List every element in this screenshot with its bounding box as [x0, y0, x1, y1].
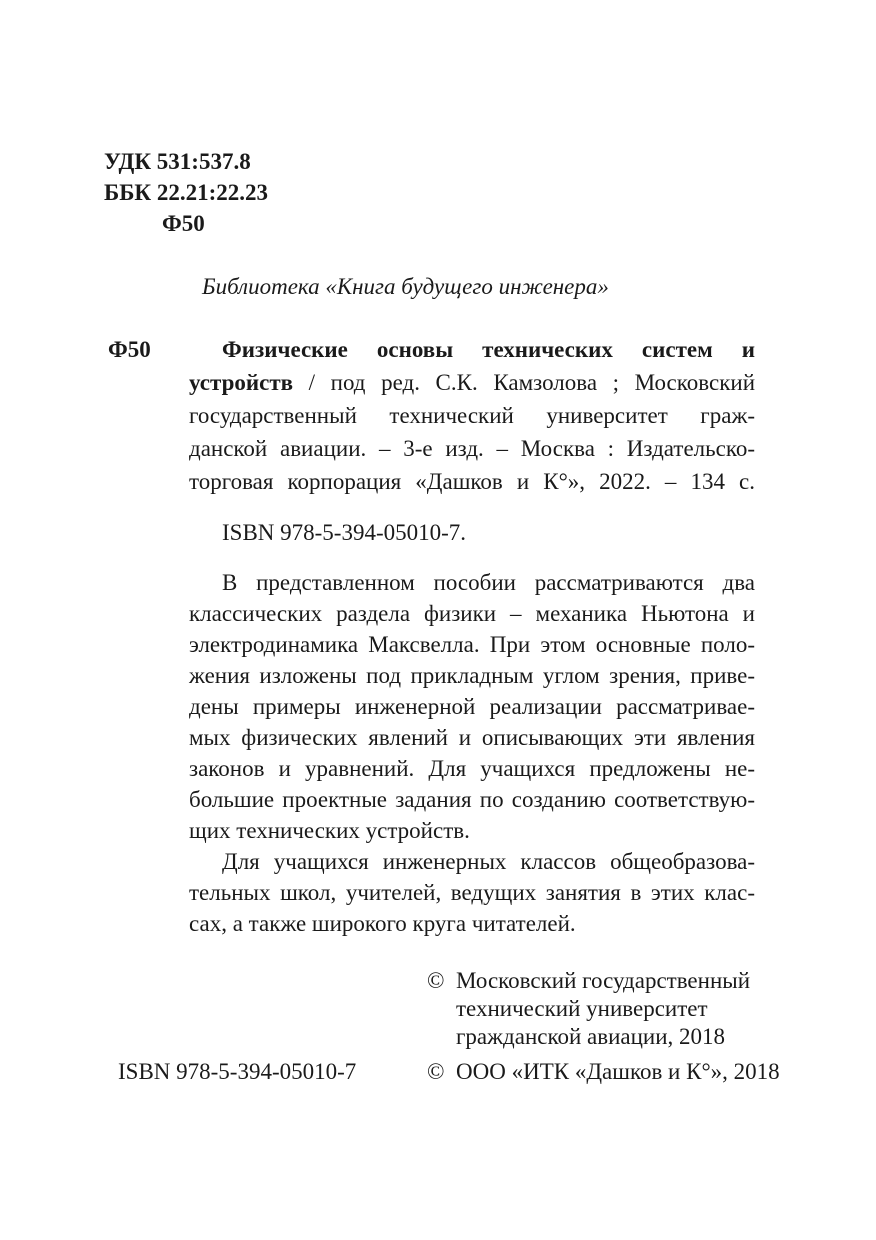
annotation-p1-line: классических раздела физики – механика Ньютона и: [189, 601, 755, 626]
copyright-symbol: ©: [427, 1059, 445, 1084]
annotation-p1-line: щих технических устройств.: [189, 818, 470, 843]
annotation-p1-line: законов и уравнений. Для учащихся предложены не-: [189, 756, 755, 781]
annotation-p2-line: Для учащихся инженерных классов общеобразова-: [222, 849, 755, 874]
copyright-symbol: ©: [427, 968, 445, 993]
author-sign: Ф50: [162, 211, 205, 236]
isbn-line: ISBN 978-5-394-05010-7.: [222, 520, 467, 545]
bbk-code: ББК 22.21:22.23: [104, 180, 268, 205]
annotation-p1-line: большие проектные задания по созданию соответствую-: [189, 787, 755, 812]
annotation-p2-line: сах, а также широкого круга читателей.: [189, 911, 576, 936]
annotation-p2-line: тельных школ, учителей, ведущих занятия в этих клас-: [189, 880, 755, 905]
annotation-p1-line: жения изложены под прикладным углом зрения, приве-: [189, 663, 755, 688]
copyright-holder1-line: Московский государственный: [456, 968, 751, 993]
entry-sign: Ф50: [108, 337, 151, 362]
series-title: Библиотека «Книга будущего инженера»: [202, 274, 609, 299]
footer-isbn: ISBN 978-5-394-05010-7: [118, 1059, 357, 1084]
publisher-line4: данской авиации. – 3-е изд. – Москва : Издательско-: [189, 436, 755, 461]
copyright-holder1-line: гражданской авиации, 2018: [456, 1024, 726, 1049]
copyright-holder1-line: технический университет: [456, 996, 708, 1021]
publisher-line5: торговая корпорация «Дашков и К°», 2022. – 134 с.: [189, 469, 755, 494]
annotation-p1-line: В представленном пособии рассматриваются два: [222, 570, 755, 595]
annotation-p1-line: электродинамика Максвелла. При этом основные поло-: [189, 632, 755, 657]
book-title-line2: [189, 368, 755, 398]
copyright-holder2: ООО «ИТК «Дашков и К°», 2018: [456, 1059, 780, 1084]
udk-code: УДК 531:537.8: [104, 149, 251, 174]
annotation-p1-line: дены примеры инженерной реализации рассматривае-: [189, 694, 755, 719]
editor-info: / под ред. С.К. Камзолова ; Московский: [293, 370, 755, 395]
annotation-p1-line: мых физических явлений и описывающих эти явления: [189, 725, 755, 750]
book-title-part2: устройств: [189, 370, 294, 395]
publisher-line3: государственный технический университет граж-: [189, 403, 755, 428]
book-title-line1: Физические основы технических систем и: [222, 337, 755, 362]
